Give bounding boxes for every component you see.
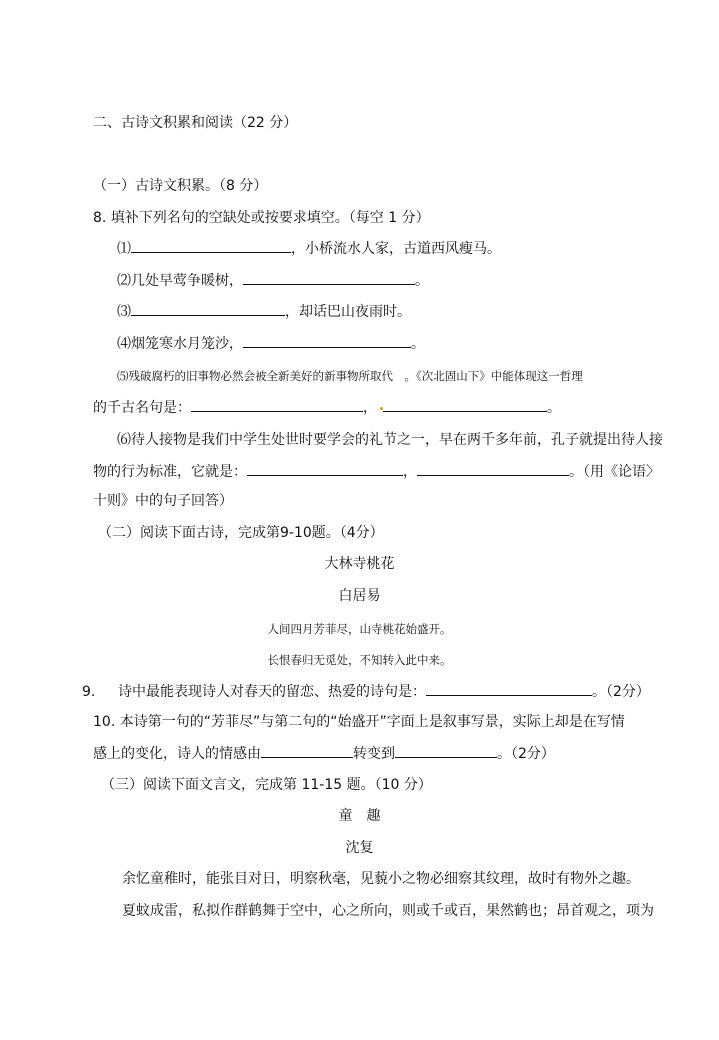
q10-mid: 转变到 bbox=[353, 746, 395, 762]
q9-text: 诗中最能表现诗人对春天的留恋、热爱的诗句是： bbox=[118, 684, 426, 700]
q10-line2 bbox=[93, 743, 555, 764]
item4-text: ⑷烟笼寒水月笼沙， bbox=[117, 336, 243, 352]
item6-sep: ， bbox=[403, 464, 417, 480]
answer-blank[interactable] bbox=[243, 333, 411, 348]
q8-item1 bbox=[117, 238, 501, 259]
q9 bbox=[82, 681, 650, 702]
q8-item2 bbox=[117, 270, 429, 291]
answer-blank[interactable] bbox=[247, 461, 403, 476]
answer-blank[interactable] bbox=[426, 681, 592, 696]
item2-end: 。 bbox=[415, 273, 429, 289]
q8-item6-line2 bbox=[93, 461, 660, 482]
essay-para2: 夏蚊成雷，私拟作群鹤舞于空中，心之所向，则或千或百，果然鹤也；昂首观之，项为 bbox=[122, 903, 654, 919]
answer-blank[interactable] bbox=[395, 743, 497, 758]
q8-item3 bbox=[117, 301, 411, 322]
item6-end: 。（用《论语〉 bbox=[569, 464, 660, 480]
item6-lead: 物的行为标准，它就是： bbox=[93, 464, 247, 480]
part1-title: （一）古诗文积累。（8 分） bbox=[93, 178, 268, 194]
q8-item5-line1: ⑸残破腐朽的旧事物必然会被全新美好的新事物所取代 。《次北固山下》中能体现这一哲理 bbox=[117, 369, 583, 383]
part3-title: （三）阅读下面文言文，完成第 11-15 题。（10 分） bbox=[101, 777, 432, 793]
q8-item5-line2 bbox=[93, 397, 561, 418]
item4-end: 。 bbox=[411, 336, 425, 352]
q9-number: 9. bbox=[82, 684, 96, 700]
section-title: 二、古诗文积累和阅读（22 分） bbox=[93, 115, 298, 131]
poem-line1: 人间四月芳菲尽，山寺桃花始盛开。 bbox=[267, 622, 452, 636]
item3-number: ⑶ bbox=[117, 304, 131, 320]
item1-text: ，小桥流水人家，古道西风瘦马。 bbox=[291, 241, 501, 257]
poem-title: 大林寺桃花 bbox=[324, 556, 395, 572]
answer-blank[interactable] bbox=[131, 238, 291, 253]
part2-title: （二）阅读下面古诗，完成第9-10题。（4分） bbox=[98, 525, 384, 541]
answer-blank[interactable] bbox=[243, 270, 415, 285]
essay-para1: 余忆童稚时，能张目对日，明察秋毫，见藐小之物必细察其纹理，故时有物外之趣。 bbox=[122, 871, 640, 887]
answer-blank[interactable] bbox=[191, 397, 363, 412]
q8-item6-line1: ⑹待人接物是我们中学生处世时要学会的礼节之一，早在两千多年前，孔子就提出待人接 bbox=[117, 432, 663, 448]
essay-title: 童 趣 bbox=[338, 808, 381, 824]
essay-author: 沈复 bbox=[345, 840, 374, 856]
answer-blank[interactable] bbox=[261, 743, 353, 758]
item1-number: ⑴ bbox=[117, 241, 131, 257]
item5-end: 。 bbox=[547, 400, 561, 416]
item2-text: ⑵几处早莺争暖树， bbox=[117, 273, 243, 289]
item3-text: ，却话巴山夜雨时。 bbox=[285, 304, 411, 320]
q8-item4 bbox=[117, 333, 425, 354]
item5-sep: ， bbox=[363, 400, 377, 416]
poem-line2: 长恨春归无觅处，不知转入此中来。 bbox=[267, 653, 452, 667]
q10-end: 。（2分） bbox=[497, 746, 555, 762]
q8-stem: 8. 填补下列名句的空缺处或按要求填空。（每空 1 分） bbox=[93, 210, 430, 226]
q9-end: 。（2分） bbox=[592, 684, 650, 700]
answer-blank[interactable] bbox=[417, 461, 569, 476]
poem-author: 白居易 bbox=[338, 588, 381, 604]
q8-item6-line3: 十则》中的句子回答） bbox=[93, 493, 233, 509]
answer-blank[interactable] bbox=[131, 301, 285, 316]
q10-line1: 10. 本诗第一句的“芳菲尽”与第二句的“始盛开”字面上是叙事写景，实际上却是在写情 bbox=[93, 714, 625, 730]
q10-lead: 感上的变化，诗人的情感由 bbox=[93, 746, 261, 762]
item5-lead: 的千古名句是： bbox=[93, 400, 191, 416]
answer-blank[interactable] bbox=[383, 397, 547, 412]
